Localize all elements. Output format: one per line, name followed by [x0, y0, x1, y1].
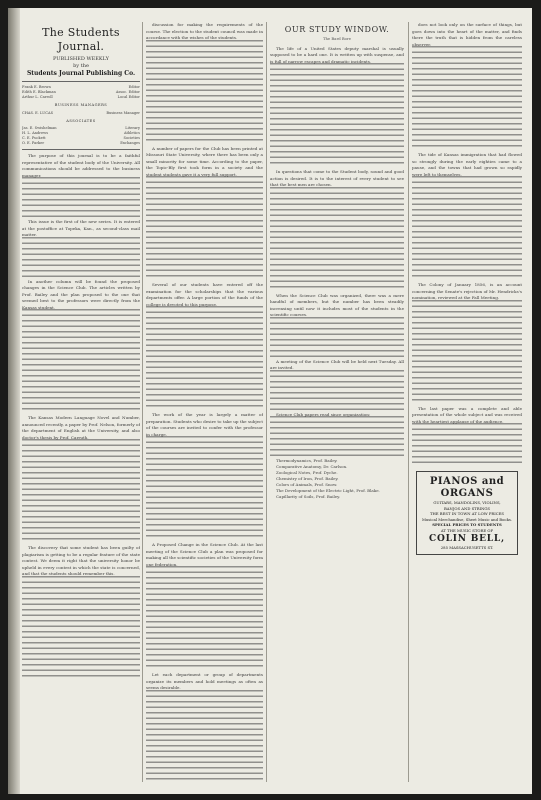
paragraph: The Kansas Modern Language Novel and Number, announced recently, a paper by Prof. Nelson, formerly of the department of English at the University, and also doctor's thesis by Prof. Carruth.	[22, 415, 140, 543]
ad-line: GUITARS, MANDOLINS, VIOLINS,	[433, 500, 501, 505]
staff-name: Frank E. Brown	[22, 85, 51, 89]
column-3	[270, 22, 404, 782]
ad-line: Musical Merchandise, Sheet Music and Books.	[421, 516, 513, 522]
paragraph: When the Science Club was organized, there was a mere handful of members, but the number has been steadily increasing until now it includes most of the students in the scientific courses.	[270, 293, 404, 357]
newspaper-page	[8, 8, 532, 794]
paragraph: The work of the year is largely a matter of preparation. Students who desire to take up the subject of the courses are invited to confer with the professor in charge.	[146, 412, 263, 540]
column-rule	[408, 22, 409, 782]
masthead-by: by the	[73, 63, 89, 69]
paragraph: A meeting of the Science Club will be held next Tuesday. All are invited.	[270, 359, 404, 410]
paragraph: The Colony of January 1856, is an account concerning the Senate's rejection of Mr. Hendricks's nomination, reviewed at the Fall Meeting.	[412, 282, 522, 404]
paragraph: The tide of Kansas immigration that had flowed so strongly during the early eighties came to a pause, and the towns that had grown so rapidly were left to themselves.	[412, 152, 522, 280]
divider	[22, 149, 140, 150]
column-4	[412, 22, 522, 782]
staff-row	[22, 141, 140, 146]
list-item: Chemistry of Iron, Prof. Bailey.	[276, 476, 339, 481]
paragraph: Science Club papers read since organization:	[270, 412, 404, 457]
staff-name: Jas. E. Swishelman	[22, 126, 57, 130]
staff-name: H. L. Andrews	[22, 131, 49, 135]
staff-name: Edith E. Blackman	[22, 90, 56, 94]
page-binding	[8, 8, 20, 794]
staff-row	[22, 111, 140, 116]
paragraph: The life of a United States deputy marshal is usually supposed to be a hard one. It is written up with suspense, and is full of narrow escapes and dramatic incidents.	[270, 46, 404, 168]
ad-line: AT THE MUSIC STORE OF	[440, 527, 494, 533]
masthead-publine: PUBLISHED WEEKLY	[53, 56, 109, 62]
paragraph: A Proposed Change in the Science Club. At the last meeting of the Science Club a plan was proposed for making all the scientific societies of the University form one federation.	[146, 542, 263, 670]
list-item: Colors of Animals, Prof. Snow.	[276, 482, 338, 487]
staff-role: Assoc. Editor	[115, 90, 140, 94]
paragraph: In another column will be found the proposed changes in the Science Club. The articles written by Prof. Bailey and the plan proposed to the one that seemed best to the professors were directly from the Kansas student.	[22, 279, 140, 414]
section-subheading: The Bard Bore	[322, 36, 352, 41]
list-item: The Development of the Electric Light, Prof. Blake.	[276, 488, 380, 493]
paragraph: Several of our students have entered off the examination for the scholarships that the various departments offer. A large portion of the funds of the college is devoted to this purpose.	[146, 282, 263, 410]
papers-list	[270, 458, 404, 500]
piano-advertisement	[416, 471, 518, 555]
business-heading: BUSINESS MANAGERS	[54, 103, 108, 107]
staff-role: Societies	[123, 136, 140, 140]
column-1	[22, 22, 140, 782]
column-2	[146, 22, 263, 782]
paragraph: The purpose of this journal is to be a faithful representative of the student body of the University. All communications should be addressed to the business manager.	[22, 153, 140, 217]
ad-line: BANJOS AND STRINGS	[443, 505, 491, 511]
staff-name: C. E. Puckett	[22, 136, 46, 140]
masthead-title: The Students Journal.	[42, 26, 120, 53]
paragraph: Let each department or group of departments organize its members and hold meetings as often as seems desirable.	[146, 672, 263, 782]
column-rule	[266, 22, 267, 782]
list-item: Capillarity of Soils, Prof. Bailey.	[276, 494, 341, 499]
list-item: Zoological Notes, Prof. Dyche.	[276, 470, 338, 475]
staff-role: Athletics	[123, 131, 140, 135]
ad-line: SPECIAL PRICES TO STUDENTS	[432, 522, 502, 527]
paragraph: This issue is the first of the new series. It is entered at the postoffice at Topeka, Kan., as second-class mail matter.	[22, 219, 140, 277]
paragraph: In questions that come to the Student body, sound and good action is desired. It is to the interest of every student to see that the best men are chosen.	[270, 169, 404, 291]
list-item: Thermodynamics, Prof. Bailey.	[276, 458, 338, 463]
staff-role: Exchanges	[120, 141, 140, 145]
ad-headline: PIANOS and ORGANS	[429, 476, 505, 499]
paragraph: A number of papers for the Club has been printed at Missouri State University, where there has been only a small minority for some time. According to the paper, the Topic-Bly first took form in a society and the student students gave it a very full support.	[146, 146, 263, 281]
column-rule	[142, 22, 143, 782]
staff-name: Arthur L. Carroll	[22, 95, 53, 99]
paragraph: does not look only on the surface of things, but goes down into the heart of the matter, and finds there the truth that is hidden from the careless observer.	[412, 22, 522, 150]
associates-heading: ASSOCIATES	[66, 118, 96, 123]
staff-role: Editor	[128, 85, 140, 89]
staff-name: O. E. Parker	[22, 141, 45, 145]
staff-role: Literary	[125, 126, 140, 130]
paragraph: The last paper was a complete and able presentation of the whole subject and was received with the heartiest applause of the audience.	[412, 406, 522, 464]
staff-row	[22, 95, 140, 100]
section-heading: OUR STUDY WINDOW.	[284, 25, 390, 34]
paragraph: discussion for making the requirements of the course. The election to the student council was made in accordance with the wishes of the students.	[146, 22, 263, 144]
paragraph: The discovery that some student has been guilty of plagiarism is getting to be a regular feature of the state contest. We deem it right that the university honor be upheld in every contest in which the state is concerned, and that the students should remember this.	[22, 545, 140, 680]
ad-address: 285 MASSACHUSETTS ST.	[440, 545, 494, 550]
ad-line: THE BEST IN TOWN AT LOW PRICES	[429, 511, 505, 516]
staff-name: CHAS. E. LUCAS	[22, 110, 54, 115]
staff-role: Local Editor	[117, 95, 140, 99]
masthead-publisher: Students Journal Publishing Co.	[26, 70, 136, 77]
list-item: Comparative Anatomy, Dr. Carlson.	[276, 464, 348, 469]
ad-firm-name: COLIN BELL,	[429, 534, 505, 544]
staff-role: Business Manager	[106, 110, 140, 115]
divider	[22, 81, 140, 82]
